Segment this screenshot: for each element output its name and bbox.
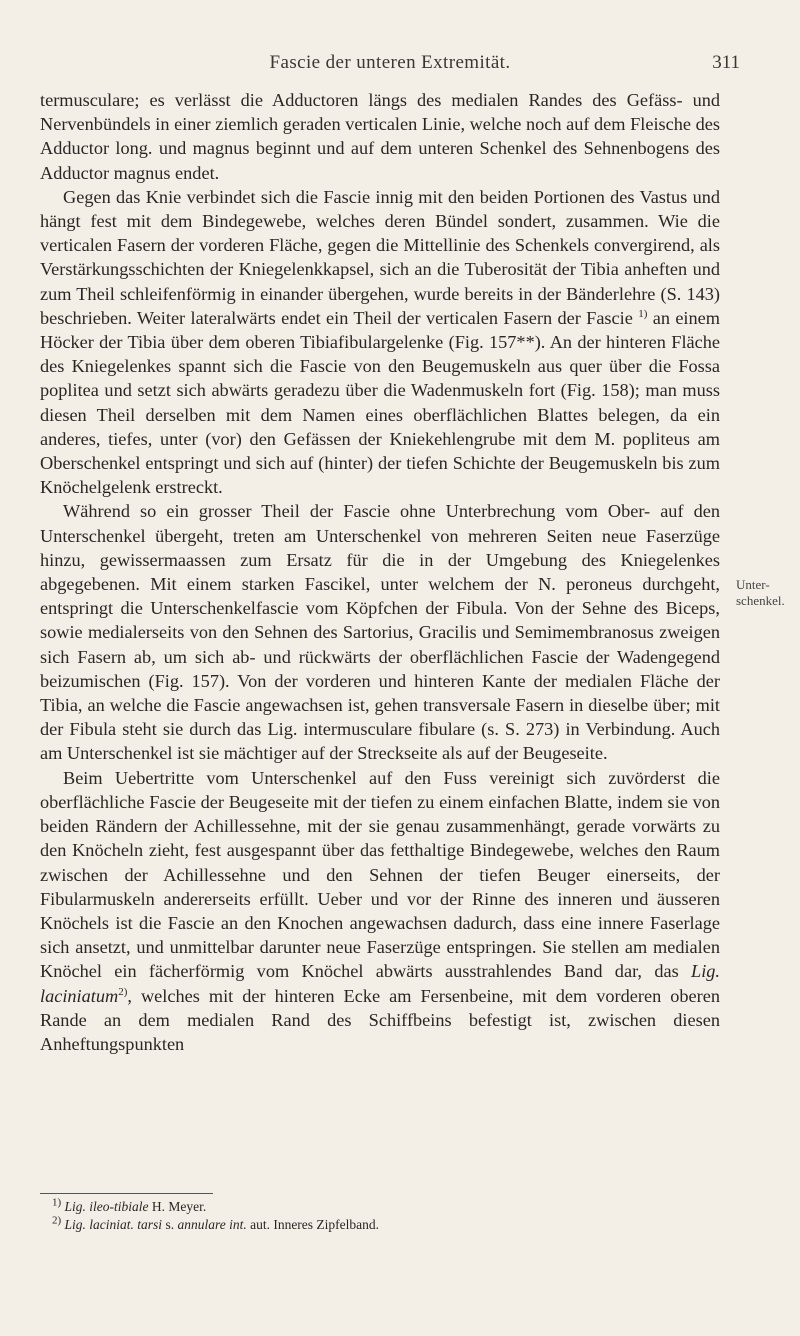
footnote-ref-1: 1) bbox=[638, 307, 648, 320]
margin-note: Unter- schenkel. bbox=[736, 577, 785, 608]
paragraph-3: Während so ein grosser Theil der Fascie ohne Unterbrechung vom Ober- auf den Unterschenkel übergeht, treten am Unterschenkel von mehreren Seiten neue Faserzüge hinzu, gewissermaassen zum Ersatz für die in der Umgebung des Kniegelenkes abgegebenen. Mit einem starken Fascikel, unter welchem der N. peroneus durchgeht, entspringt die Unterschenkelfascie vom Köpfchen der Fibula. Von der Sehne des Biceps, sowie medialerseits von den Sehnen des Sartorius, Gracilis und Semimembranosus zweigen sich Fasern ab, um sich ab- und rückwärts der oberflächlichen Fascie der Wadengegend beizumischen (Fig. 157). Von der vorderen und hinteren Kante der medialen Fläche der Tibia, an welche die Fascie angewachsen ist, gehen transversale Fasern in dieselbe über; mit der Fibula steht sie durch das Lig. intermusculare fibulare (s. S. 273) in Verbindung. Auch am Unterschenkel ist sie mächtiger auf der Streckseite als auf der Beugeseite. bbox=[40, 501, 720, 764]
footnote-2-mark: 2) bbox=[52, 1214, 62, 1227]
footnote-2-term: Lig. laciniat. tarsi bbox=[64, 1217, 163, 1232]
footnote-2-mid: s. bbox=[162, 1217, 178, 1232]
footnote-2-term-2: annulare int. bbox=[177, 1217, 247, 1232]
running-header bbox=[40, 52, 740, 82]
running-title: Fascie der unteren Extremität. bbox=[269, 52, 511, 73]
footnote-1-term: Lig. ileo-tibiale bbox=[64, 1199, 149, 1214]
footnotes bbox=[40, 1198, 720, 1234]
paragraph-4-text-a: Beim Uebertritte vom Unterschenkel auf den Fuss vereinigt sich zuvörderst die oberflächliche Fascie der Beugeseite mit der tiefen zu einem einfachen Blatte, indem sie von beiden Rändern der Achillessehne, mit der sie genau zusammenhängt, gerade vorwärts zu den Knöcheln zieht, fest ausgespannt über das fetthaltige Bindegewebe, welches den Raum zwischen der Achillessehne und den Sehnen der tiefen Beuger einerseits, der Fibularmuskeln andererseits erfüllt. Ueber und vor der Rinne des inneren und äusseren Knöchels ist die Fascie an den Knochen angewachsen dadurch, dass eine innere Faserlage sich ansetzt, und unmittelbar darunter neue Faserzüge entspringen. Sie stellen am medialen Knöchel ein fächerförmig vom Knöchel abwärts ausstrahlendes Band dar, das bbox=[40, 767, 720, 982]
paragraph-1: termusculare; es verlässt die Adductoren längs des medialen Randes des Gefäss- und Nervenbündels in einer ziemlich geraden verticalen Linie, welche noch auf dem Fleische des Adductor long. und magnus beginnt und auf dem unteren Schenkel des Sehnenbogens des Adductor magnus endet. bbox=[40, 90, 720, 183]
paragraph-2-text-a: Gegen das Knie verbindet sich die Fascie innig mit den beiden Portionen des Vastus und hängt fest mit dem Bindegewebe, welches deren Bündel sondert, zusammen. Wie die verticalen Fasern der vorderen Fläche, gegen die Mittellinie des Schenkels convergirend, als Verstärkungsschichten der Kniegelenkkapsel, sich an die Tuberosität der Tibia anheften und zum Theil schleifenförmig in einander übergehen, wurde bereits in der Bänderlehre (S. 143) beschrieben. Weiter lateralwärts endet ein Theil der verticalen Fasern der Fascie bbox=[40, 186, 720, 328]
paragraph-4-text-b: , welches mit der hinteren Ecke am Fersenbeine, mit dem vorderen oberen Rande an dem medialen Rand des Schiffbeins befestigt ist, zwischen diesen Anheftungspunkten bbox=[40, 985, 720, 1054]
ligament-term: Lig. laciniatum bbox=[40, 961, 720, 1006]
footnote-2 bbox=[40, 1216, 720, 1234]
body-text bbox=[40, 88, 720, 1056]
page-number: 311 bbox=[712, 52, 740, 73]
footnote-2-text: aut. Inneres Zipfelband. bbox=[246, 1217, 380, 1232]
footnote-ref-2: 2) bbox=[118, 985, 128, 998]
footnote-rule bbox=[40, 1193, 213, 1194]
footnote-1-mark: 1) bbox=[52, 1196, 62, 1209]
footnote-1 bbox=[40, 1198, 720, 1216]
footnote-1-text: H. Meyer. bbox=[148, 1199, 207, 1214]
paragraph-4 bbox=[40, 766, 720, 1056]
paragraph-2-text-b: an einem Höcker der Tibia über dem oberen Tibiafibulargelenke (Fig. 157**). An der hinteren Fläche des Kniegelenkes spannt sich die Fascie von den Beugemuskeln aus quer über die Fossa poplitea und setzt sich abwärts geradezu über die Wadenmuskeln fort (Fig. 158); man muss diesen Theil derselben mit dem Namen eines oberflächlichen Blattes belegen, da ein anderes, tiefes, unter (vor) den Gefässen der Kniekehlengrube mit dem M. popliteus am Oberschenkel entspringt und sich auf (hinter) der tiefen Schichte der Beugemuskeln bis zum Knöchelgelenk erstreckt. bbox=[40, 307, 720, 498]
paragraph-2 bbox=[40, 185, 720, 500]
